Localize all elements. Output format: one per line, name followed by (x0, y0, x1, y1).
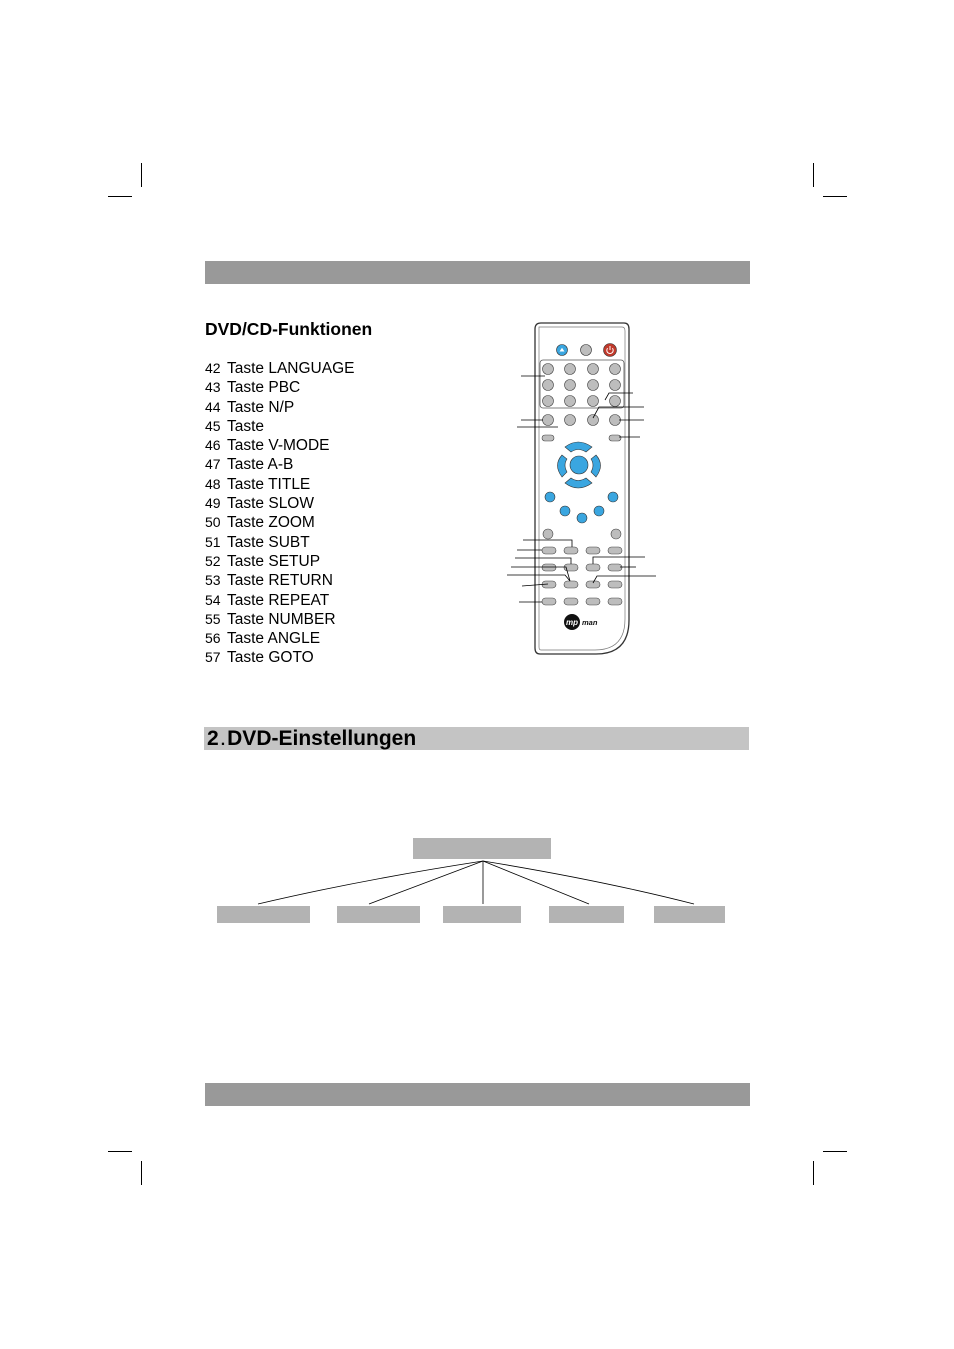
list-item: 50 Taste ZOOM (205, 514, 315, 532)
brand-logo-text: man (582, 618, 598, 627)
chapter-heading: 2 .DVD-Einstellungen (207, 727, 417, 750)
list-item: 48 Taste TITLE (205, 475, 311, 493)
list-item: 52 Taste SETUP (205, 552, 321, 570)
list-item: 56 Taste ANGLE (205, 630, 321, 648)
list-item: 42 Taste LANGUAGE (205, 360, 355, 377)
list-item: 44 Taste N/P (205, 398, 295, 416)
tree-connector (483, 861, 694, 904)
section-heading: DVD/CD-Funktionen (205, 319, 373, 339)
settings-child-box (443, 906, 521, 923)
list-item: 45 Taste (205, 417, 265, 435)
settings-child-box (337, 906, 420, 923)
list-item: 53 Taste RETURN (205, 572, 333, 590)
tree-connector (483, 861, 589, 904)
settings-child-box (654, 906, 725, 923)
settings-child-box (217, 906, 310, 923)
tree-connector (369, 861, 483, 904)
list-item: 47 Taste A-B (205, 456, 294, 474)
list-item: 51 Taste SUBT (205, 533, 310, 551)
list-item: 57 Taste GOTO (205, 649, 314, 667)
tree-connector (258, 861, 483, 904)
list-item: 46 Taste V-MODE (205, 437, 330, 455)
brand-logo-mark: mp (566, 618, 578, 627)
list-item: 54 Taste REPEAT (205, 591, 330, 609)
list-item: 43 Taste PBC (205, 379, 301, 397)
list-item: 55 Taste NUMBER (205, 610, 336, 628)
settings-child-box (549, 906, 624, 923)
list-item: 49 Taste SLOW (205, 495, 314, 513)
